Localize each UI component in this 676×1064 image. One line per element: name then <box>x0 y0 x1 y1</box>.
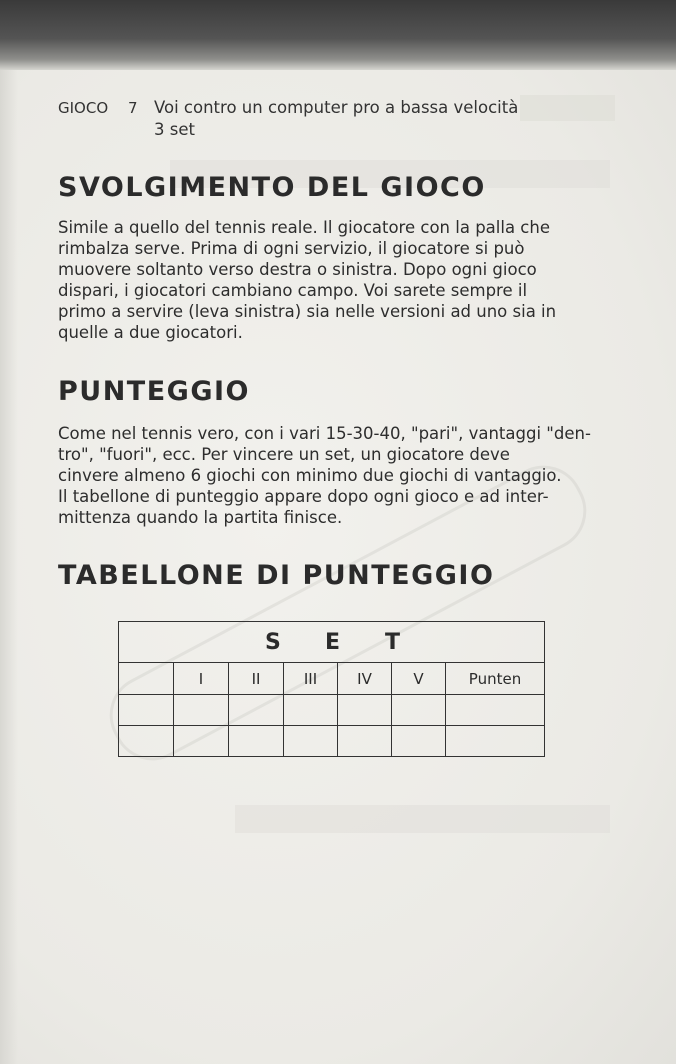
text-line: primo a servire (leva sinistra) sia nelle versioni ad uno sia in <box>58 302 557 321</box>
score-cell <box>174 695 229 726</box>
text-line: Come nel tennis vero, con i vari 15-30-40, "pari", vantaggi "den- <box>58 424 591 443</box>
column-header: II <box>229 663 284 695</box>
bleed-through-heading <box>235 805 610 833</box>
column-header: III <box>284 663 338 695</box>
set-letter: E <box>325 630 341 655</box>
text-line: quelle a due giocatori. <box>58 323 243 342</box>
score-cell <box>284 726 338 757</box>
text-line: mittenza quando la partita finisce. <box>58 508 343 527</box>
column-header: V <box>392 663 446 695</box>
game-label: GIOCO <box>58 99 109 117</box>
score-cell <box>338 695 392 726</box>
page-fold-shadow <box>0 70 18 1064</box>
scoring-heading: PUNTEGGIO <box>58 376 250 407</box>
scoring-paragraph <box>58 423 608 528</box>
score-cell <box>284 695 338 726</box>
score-cell <box>229 726 284 757</box>
score-cell <box>446 695 545 726</box>
text-line: muovere soltanto verso destra o sinistra. Dopo ogni gioco <box>58 260 537 279</box>
text-line: Simile a quello del tennis reale. Il giocatore con la palla che <box>58 218 550 237</box>
game-description-line: 3 set <box>154 120 195 139</box>
scoreboard-heading: TABELLONE DI PUNTEGGIO <box>58 560 495 591</box>
game-description-line: Voi contro un computer pro a bassa velocità <box>154 98 519 117</box>
column-header: I <box>174 663 229 695</box>
text-line: tro", "fuori", ecc. Per vincere un set, un giocatore deve <box>58 445 510 464</box>
score-cell <box>392 726 446 757</box>
game-description <box>154 97 594 141</box>
set-header-cell <box>119 622 545 663</box>
score-cell <box>446 726 545 757</box>
dark-top-edge <box>0 0 676 70</box>
game-number: 7 <box>128 99 138 117</box>
score-cell <box>119 695 174 726</box>
score-cell <box>229 695 284 726</box>
gameplay-paragraph <box>58 217 608 343</box>
column-header <box>119 663 174 695</box>
score-cell <box>174 726 229 757</box>
column-header: Punten <box>446 663 545 695</box>
column-header: IV <box>338 663 392 695</box>
scoreboard-table <box>118 621 545 757</box>
text-line: dispari, i giocatori cambiano campo. Voi sarete sempre il <box>58 281 528 300</box>
text-line: Il tabellone di punteggio appare dopo ogni gioco e ad inter- <box>58 487 549 506</box>
set-letter: T <box>385 630 401 655</box>
gameplay-heading: SVOLGIMENTO DEL GIOCO <box>58 172 486 203</box>
set-letter: S <box>265 630 281 655</box>
score-cell <box>119 726 174 757</box>
score-cell <box>338 726 392 757</box>
score-cell <box>392 695 446 726</box>
text-line: cinvere almeno 6 giochi con minimo due giochi di vantaggio. <box>58 466 562 485</box>
text-line: rimbalza serve. Prima di ogni servizio, il giocatore si può <box>58 239 525 258</box>
